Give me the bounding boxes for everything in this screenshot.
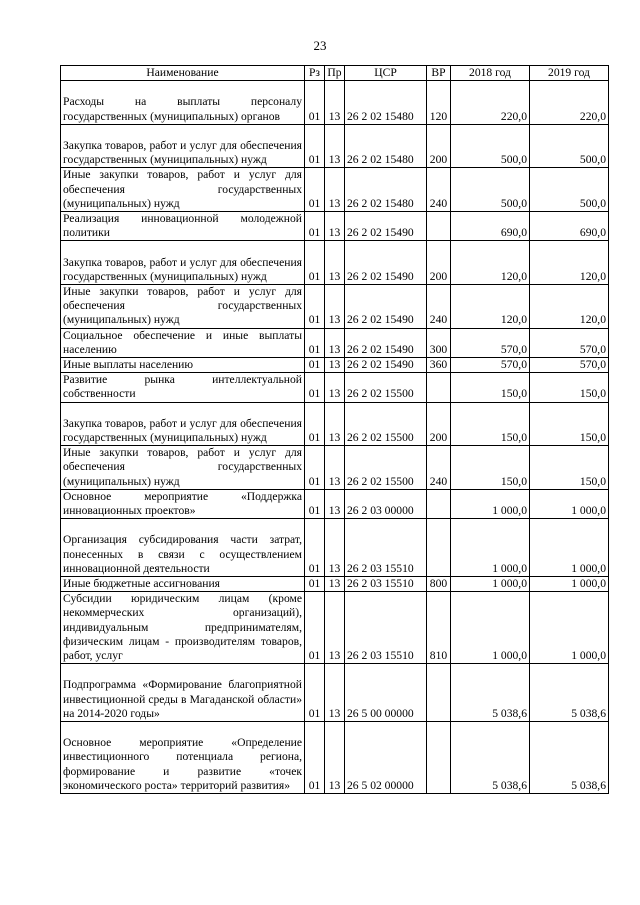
header-csr: ЦСР <box>345 66 427 81</box>
cell-2019: 220,0 <box>530 81 609 125</box>
cell-csr: 26 2 02 15480 <box>345 124 427 168</box>
cell-rz: 01 <box>305 285 325 329</box>
cell-2018: 150,0 <box>451 446 530 490</box>
header-rz: Рз <box>305 66 325 81</box>
cell-pr: 13 <box>325 241 345 285</box>
cell-2019: 500,0 <box>530 168 609 212</box>
cell-2018: 570,0 <box>451 328 530 357</box>
cell-pr: 13 <box>325 81 345 125</box>
cell-rz: 01 <box>305 373 325 402</box>
cell-csr: 26 5 02 00000 <box>345 722 427 794</box>
cell-vr: 240 <box>427 285 451 329</box>
cell-csr: 26 2 03 15510 <box>345 519 427 577</box>
cell-name: Иные выплаты населению <box>61 358 305 373</box>
table-row <box>61 241 609 285</box>
cell-csr: 26 2 02 15500 <box>345 446 427 490</box>
cell-name: Иные закупки товаров, работ и услуг для обеспечения государственных (муниципальных) нужд <box>61 285 305 329</box>
cell-2019: 1 000,0 <box>530 489 609 518</box>
table-row <box>61 328 609 357</box>
cell-vr: 240 <box>427 168 451 212</box>
cell-name: Закупка товаров, работ и услуг для обеспечения государственных (муниципальных) нужд <box>61 241 305 285</box>
table-row <box>61 402 609 446</box>
table-row <box>61 285 609 329</box>
cell-2018: 5 038,6 <box>451 664 530 722</box>
cell-rz: 01 <box>305 446 325 490</box>
cell-name: Социальное обеспечение и иные выплаты населению <box>61 328 305 357</box>
cell-pr: 13 <box>325 212 345 241</box>
cell-name: Расходы на выплаты персоналу государственных (муниципальных) органов <box>61 81 305 125</box>
cell-vr <box>427 489 451 518</box>
cell-pr: 13 <box>325 489 345 518</box>
cell-2018: 500,0 <box>451 124 530 168</box>
cell-2019: 5 038,6 <box>530 664 609 722</box>
cell-vr: 200 <box>427 402 451 446</box>
cell-csr: 26 2 03 00000 <box>345 489 427 518</box>
header-pr: Пр <box>325 66 345 81</box>
cell-2018: 120,0 <box>451 285 530 329</box>
cell-2018: 1 000,0 <box>451 592 530 664</box>
cell-name: Реализация инновационной молодежной политики <box>61 212 305 241</box>
cell-rz: 01 <box>305 124 325 168</box>
cell-pr: 13 <box>325 373 345 402</box>
cell-vr: 120 <box>427 81 451 125</box>
cell-csr: 26 2 02 15490 <box>345 358 427 373</box>
cell-vr: 810 <box>427 592 451 664</box>
cell-name: Развитие рынка интеллектуальной собственности <box>61 373 305 402</box>
cell-vr <box>427 519 451 577</box>
budget-table <box>60 65 609 794</box>
cell-csr: 26 2 03 15510 <box>345 592 427 664</box>
cell-2018: 150,0 <box>451 373 530 402</box>
cell-2018: 1 000,0 <box>451 489 530 518</box>
table-header-row <box>61 66 609 81</box>
cell-rz: 01 <box>305 577 325 592</box>
cell-2018: 5 038,6 <box>451 722 530 794</box>
cell-csr: 26 2 03 15510 <box>345 577 427 592</box>
cell-vr <box>427 664 451 722</box>
cell-2018: 120,0 <box>451 241 530 285</box>
cell-2019: 150,0 <box>530 446 609 490</box>
cell-rz: 01 <box>305 402 325 446</box>
table-row <box>61 592 609 664</box>
cell-rz: 01 <box>305 212 325 241</box>
cell-vr: 360 <box>427 358 451 373</box>
cell-csr: 26 2 02 15490 <box>345 328 427 357</box>
cell-csr: 26 2 02 15490 <box>345 285 427 329</box>
cell-pr: 13 <box>325 722 345 794</box>
table-row <box>61 212 609 241</box>
cell-2019: 690,0 <box>530 212 609 241</box>
cell-2019: 120,0 <box>530 241 609 285</box>
table-row <box>61 168 609 212</box>
cell-2019: 1 000,0 <box>530 519 609 577</box>
table-row <box>61 124 609 168</box>
cell-name: Иные закупки товаров, работ и услуг для обеспечения государственных (муниципальных) нужд <box>61 168 305 212</box>
cell-name: Закупка товаров, работ и услуг для обеспечения государственных (муниципальных) нужд <box>61 124 305 168</box>
cell-vr: 800 <box>427 577 451 592</box>
cell-csr: 26 2 02 15490 <box>345 241 427 285</box>
cell-2018: 1 000,0 <box>451 519 530 577</box>
header-2018: 2018 год <box>451 66 530 81</box>
cell-2018: 690,0 <box>451 212 530 241</box>
cell-csr: 26 2 02 15500 <box>345 402 427 446</box>
table-row <box>61 664 609 722</box>
cell-2019: 1 000,0 <box>530 577 609 592</box>
cell-rz: 01 <box>305 592 325 664</box>
table-row <box>61 358 609 373</box>
cell-name: Иные закупки товаров, работ и услуг для обеспечения государственных (муниципальных) нужд <box>61 446 305 490</box>
table-row <box>61 446 609 490</box>
cell-rz: 01 <box>305 664 325 722</box>
cell-rz: 01 <box>305 358 325 373</box>
cell-rz: 01 <box>305 81 325 125</box>
page-number: 23 <box>313 38 327 53</box>
header-vr: ВР <box>427 66 451 81</box>
cell-name: Основное мероприятие «Определение инвестиционного потенциала региона, формирование и развитие «точек экономического роста» территорий развития» <box>61 722 305 794</box>
cell-pr: 13 <box>325 328 345 357</box>
cell-pr: 13 <box>325 577 345 592</box>
cell-vr <box>427 373 451 402</box>
cell-pr: 13 <box>325 358 345 373</box>
cell-rz: 01 <box>305 241 325 285</box>
cell-vr: 240 <box>427 446 451 490</box>
cell-pr: 13 <box>325 285 345 329</box>
cell-rz: 01 <box>305 168 325 212</box>
cell-pr: 13 <box>325 168 345 212</box>
cell-pr: 13 <box>325 124 345 168</box>
cell-name: Субсидии юридическим лицам (кроме некоммерческих организаций), индивидуальным предпринимателям, физическим лицам - производителям товаров, работ, услуг <box>61 592 305 664</box>
table-row <box>61 519 609 577</box>
cell-name: Иные бюджетные ассигнования <box>61 577 305 592</box>
cell-vr <box>427 212 451 241</box>
cell-vr: 300 <box>427 328 451 357</box>
cell-name: Основное мероприятие «Поддержка инновационных проектов» <box>61 489 305 518</box>
table-row <box>61 577 609 592</box>
cell-2019: 120,0 <box>530 285 609 329</box>
cell-rz: 01 <box>305 722 325 794</box>
cell-2018: 150,0 <box>451 402 530 446</box>
cell-2018: 500,0 <box>451 168 530 212</box>
cell-2018: 220,0 <box>451 81 530 125</box>
cell-rz: 01 <box>305 519 325 577</box>
cell-csr: 26 5 00 00000 <box>345 664 427 722</box>
cell-rz: 01 <box>305 328 325 357</box>
header-2019: 2019 год <box>530 66 609 81</box>
cell-2018: 1 000,0 <box>451 577 530 592</box>
cell-2019: 150,0 <box>530 402 609 446</box>
cell-csr: 26 2 02 15480 <box>345 168 427 212</box>
cell-pr: 13 <box>325 402 345 446</box>
cell-2019: 1 000,0 <box>530 592 609 664</box>
cell-csr: 26 2 02 15490 <box>345 212 427 241</box>
cell-name: Закупка товаров, работ и услуг для обеспечения государственных (муниципальных) нужд <box>61 402 305 446</box>
cell-rz: 01 <box>305 489 325 518</box>
table-row <box>61 81 609 125</box>
cell-csr: 26 2 02 15500 <box>345 373 427 402</box>
cell-2019: 500,0 <box>530 124 609 168</box>
cell-pr: 13 <box>325 664 345 722</box>
cell-pr: 13 <box>325 592 345 664</box>
cell-vr <box>427 722 451 794</box>
cell-2019: 150,0 <box>530 373 609 402</box>
table-row <box>61 489 609 518</box>
table-row <box>61 722 609 794</box>
cell-name: Организация субсидирования части затрат, понесенных в связи с осуществлением инновационной деятельности <box>61 519 305 577</box>
cell-csr: 26 2 02 15480 <box>345 81 427 125</box>
cell-2019: 5 038,6 <box>530 722 609 794</box>
table-body <box>61 81 609 794</box>
cell-vr: 200 <box>427 124 451 168</box>
cell-vr: 200 <box>427 241 451 285</box>
cell-pr: 13 <box>325 446 345 490</box>
cell-2018: 570,0 <box>451 358 530 373</box>
table-row <box>61 373 609 402</box>
cell-2019: 570,0 <box>530 358 609 373</box>
cell-pr: 13 <box>325 519 345 577</box>
cell-name: Подпрограмма «Формирование благоприятной инвестиционной среды в Магаданской области» на 2014-2020 годы» <box>61 664 305 722</box>
header-name: Наименование <box>61 66 305 81</box>
cell-2019: 570,0 <box>530 328 609 357</box>
